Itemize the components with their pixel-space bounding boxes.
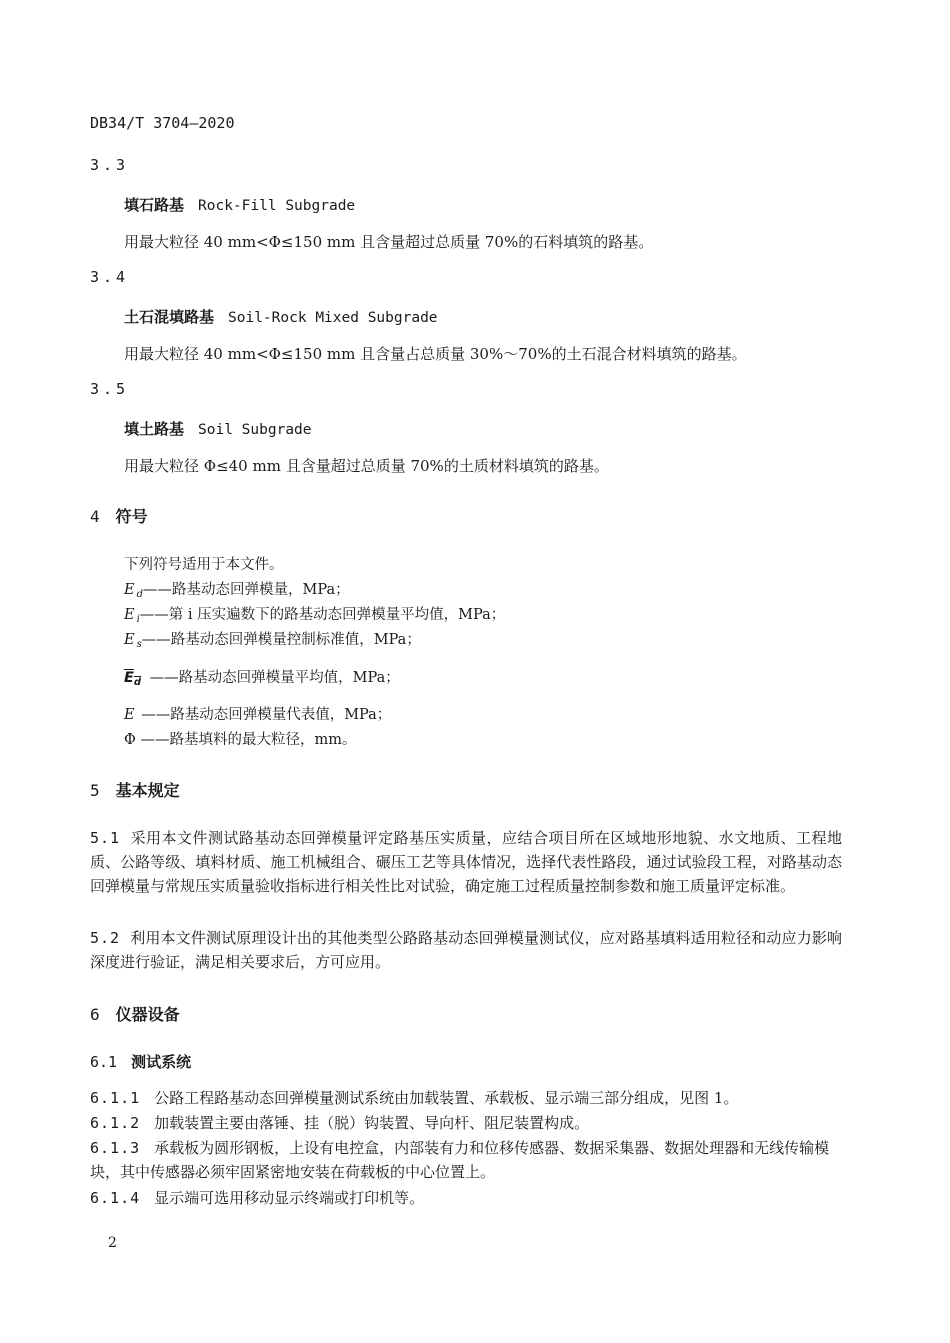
symbol-ed	[124, 578, 350, 600]
item-number: 6.1.4	[90, 1189, 141, 1207]
term-3-5	[124, 418, 312, 439]
symbol-es	[124, 628, 421, 650]
section-heading-4	[90, 504, 148, 527]
symbol-subscript: d	[136, 589, 143, 600]
paragraph-text: 采用本文件测试路基动态回弹模量评定路基压实质量，应结合项目所在区域地形地貌、水文地质、工程地质、公路等级、填料材质、施工机械组合、碾压工艺等具体情况，选择代表性路段，通过试验段工程，对路基动态回弹模量与常规压实质量验收指标进行相关性比对试验，确定施工过程质量控制参数和施工质量评定标准。	[90, 829, 842, 895]
section-title: 符号	[115, 507, 148, 526]
symbol-description: ——路基填料的最大粒径，mm。	[135, 732, 357, 748]
subsection-heading-6-1	[90, 1051, 191, 1072]
document-code: DB34/T 3704—2020	[90, 114, 235, 132]
item-6-1-1	[90, 1086, 842, 1110]
term-definition-3-5: 用最大粒径 Φ≤40 mm 且含量超过总质量 70%的土质材料填筑的路基。	[124, 457, 609, 475]
symbol-variable: E	[124, 707, 135, 723]
subsection-number: 6.1	[90, 1053, 118, 1071]
symbol-description: ——路基动态回弹模量，MPa；	[143, 582, 350, 598]
clause-number-3-5: 3.5	[90, 380, 130, 398]
term-name-cn: 填土路基	[124, 420, 185, 438]
subsection-title: 测试系统	[131, 1053, 192, 1071]
item-number: 6.1.2	[90, 1114, 141, 1132]
paragraph-text: 利用本文件测试原理设计出的其他类型公路路基动态回弹模量测试仪，应对路基填料适用粒径和动应力影响深度进行验证，满足相关要求后，方可应用。	[90, 929, 842, 971]
term-definition-3-4: 用最大粒径 40 mm<Φ≤150 mm 且含量占总质量 30%～70%的土石混合材料填筑的路基。	[124, 345, 747, 363]
item-number: 6.1.1	[90, 1089, 141, 1107]
symbol-variable: Φ	[124, 732, 136, 748]
symbol-variable: $E_d$	[124, 670, 142, 688]
section-title: 仪器设备	[115, 1005, 180, 1024]
symbol-description: ——路基动态回弹模量控制标准值，MPa；	[141, 632, 421, 648]
symbols-intro: 下列符号适用于本文件。	[124, 557, 284, 573]
section-number: 5	[90, 781, 100, 800]
term-name-en: Soil Subgrade	[198, 422, 312, 438]
clause-number-3-3: 3.3	[90, 156, 130, 174]
symbol-description: ——路基动态回弹模量平均值，MPa；	[145, 670, 400, 686]
item-number: 6.1.3	[90, 1139, 141, 1157]
symbol-ei	[124, 603, 505, 625]
clause-number-3-4: 3.4	[90, 268, 130, 286]
section-heading-5	[90, 778, 180, 801]
symbol-description: ——第 i 压实遍数下的路基动态回弹模量平均值，MPa；	[139, 607, 506, 623]
symbol-description: ——路基动态回弹模量代表值，MPa；	[136, 707, 392, 723]
paragraph-number: 5.2	[90, 929, 121, 947]
term-definition-3-3: 用最大粒径 40 mm<Φ≤150 mm 且含量超过总质量 70%的石料填筑的路基。	[124, 233, 654, 251]
symbol-e	[124, 703, 391, 724]
section-number: 4	[90, 507, 100, 526]
term-3-4	[124, 306, 438, 327]
term-name-cn: 填石路基	[124, 196, 185, 214]
symbol-subscript: i	[136, 614, 140, 625]
term-name-cn: 土石混填路基	[124, 308, 215, 326]
term-name-en: Soil-Rock Mixed Subgrade	[228, 310, 438, 326]
paragraph-5-2	[90, 926, 842, 974]
section-number: 6	[90, 1005, 100, 1024]
page-number: 2	[108, 1235, 117, 1251]
item-text: 公路工程路基动态回弹模量测试系统由加载装置、承载板、显示端三部分组成，见图 1。	[154, 1089, 739, 1107]
paragraph-5-1	[90, 826, 842, 898]
item-text: 承载板为圆形钢板，上设有电控盒，内部装有力和位移传感器、数据采集器、数据处理器和无线传输模块，其中传感器必须牢固紧密地安装在荷载板的中心位置上。	[90, 1139, 830, 1181]
item-text: 加载装置主要由落锤、挂（脱）钩装置、导向杆、阻尼装置构成。	[154, 1114, 590, 1132]
symbol-phi	[124, 728, 357, 749]
symbol-subscript: s	[136, 639, 142, 650]
item-6-1-3	[90, 1136, 842, 1184]
symbol-ed-mean	[124, 666, 400, 688]
section-title: 基本规定	[115, 781, 180, 800]
section-heading-6	[90, 1002, 180, 1025]
symbol-subscript: d	[133, 677, 142, 688]
item-6-1-2	[90, 1111, 842, 1135]
symbol-variable: E	[124, 607, 135, 623]
symbol-variable: E	[124, 632, 135, 648]
term-3-3	[124, 194, 355, 215]
item-6-1-4	[90, 1186, 842, 1210]
paragraph-number: 5.1	[90, 829, 121, 847]
item-text: 显示端可选用移动显示终端或打印机等。	[154, 1189, 425, 1207]
symbol-variable: E	[124, 582, 135, 598]
term-name-en: Rock-Fill Subgrade	[198, 198, 356, 214]
